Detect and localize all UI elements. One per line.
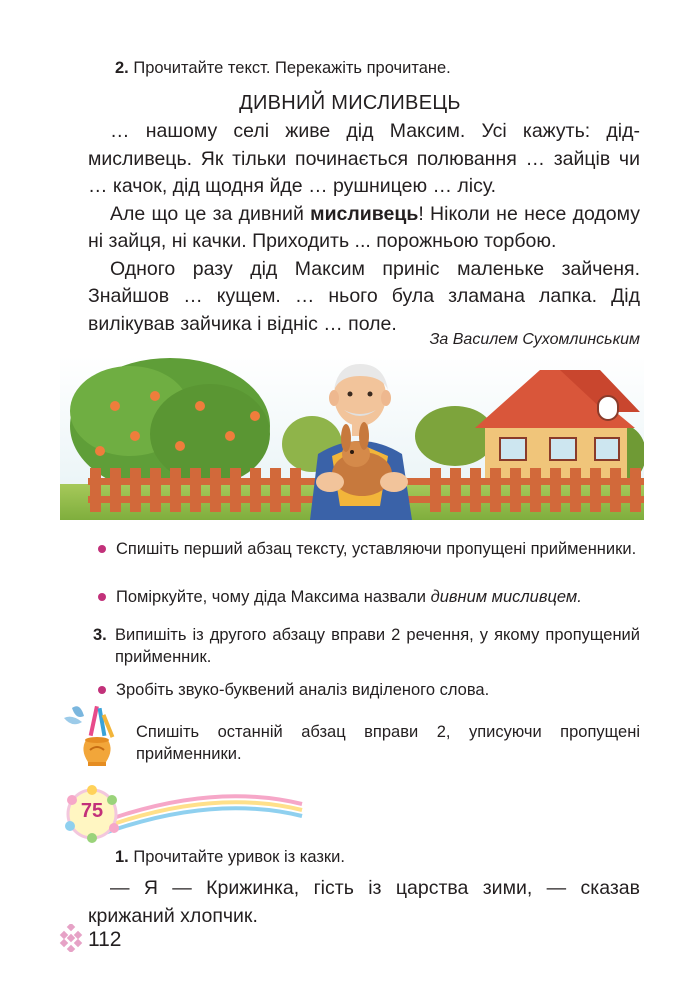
homework-vase-icon [62,700,122,770]
bullet-2-text: Поміркуйте, чому діда Максима назвали [116,588,431,606]
story-illustration [60,356,644,520]
bullet-item-2 [116,586,640,608]
bullet-item-3 [116,679,640,701]
bullet-icon [98,686,106,694]
homework-text: Спишіть останній абзац вправи 2, уписуючи пропущені прийменники. [136,723,640,763]
task-2-text: Прочитайте текст. Перекажіть прочитане. [133,59,451,77]
story-title: ДИВНИЙ МИСЛИВЕЦЬ [239,92,461,114]
story-text [88,118,640,338]
task-1-number: 1. [115,848,129,866]
ornament-icon [58,924,84,952]
tale-dialogue: — Я — Крижинка, гість із царства зими, — сказав крижаний хлопчик. [88,877,640,927]
story-paragraph-1: … нашому селі живе дід Максим. Усі кажуть: дід-мисливець. Як тільки починається полювання … зайців чи … качок, дід щодня йде … рушницею … лісу. [88,120,640,197]
p2-text-end: ! Ніколи не несе додому ні зайця, ні качки. Приходить ... порожньою торбою. [88,202,640,252]
story-author: За Василем Сухомлинським [429,331,640,348]
exercise-number: 75 [80,800,104,822]
task-2-number: 2. [115,59,129,77]
bullet-icon [98,593,106,601]
bullet-3-text: Зробіть звуко-буквений аналіз виділеного слова. [116,681,490,699]
tale-excerpt [88,875,640,930]
highlighted-word: мисливець [310,202,419,225]
task-3 [93,624,640,668]
story-paragraph-3: Одного разу дід Максим приніс маленьке зайченя. Знайшов … кущем. … нього була зламана лапка. Дід вилікував зайчика і відніс … поле. [88,257,640,335]
task-1-instruction [115,846,345,868]
task-2-instruction [115,57,451,79]
task-3-text: Випишіть із другого абзацу вправи 2 речення, у якому пропущений прийменник. [115,626,640,666]
p2-text-start: Але що це за дивний [110,202,311,225]
bullet-1-text: Спишіть перший абзац тексту, уставляючи пропущені прийменники. [116,540,637,558]
bullet-item-1 [116,538,640,560]
story-paragraph-2 [88,201,640,256]
task-3-number: 3. [93,626,107,644]
page-number: 112 [88,928,122,951]
bullet-icon [98,545,106,553]
bullet-2-italic: дивним мисливцем. [430,588,582,606]
task-1-text: Прочитайте уривок із казки. [133,848,345,866]
